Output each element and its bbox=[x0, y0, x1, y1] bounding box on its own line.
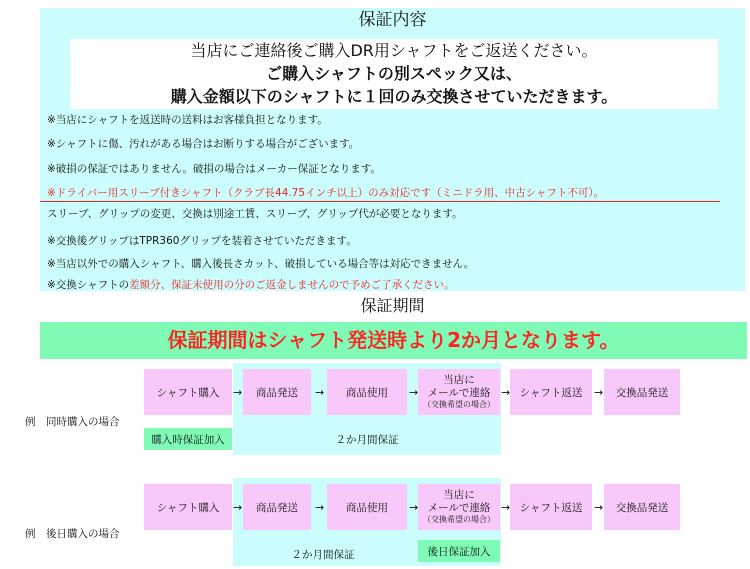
example2-arrow-3: → bbox=[409, 501, 419, 514]
example1-contact-line2: メールで連絡 bbox=[427, 387, 491, 399]
example1-label: 例 同時購入の場合 bbox=[25, 416, 120, 428]
note-no-refund-red: 差額分、保証未使用の分のご返金しませんので予めご了承ください。 bbox=[129, 279, 455, 291]
example1-arrow-2: → bbox=[315, 386, 325, 399]
example2-step-buy: シャフト購入 bbox=[144, 484, 232, 530]
note-no-refund bbox=[47, 278, 455, 292]
note-scratches: ※シャフトに傷、汚れがある場合はお断りする場合がございます。 bbox=[47, 138, 360, 150]
example1-contact-line3: （交換希望の場合） bbox=[423, 400, 495, 409]
example1-step-exchange: 交換品発送 bbox=[604, 369, 680, 415]
note-driver-only: ※ドライバー用スリーブ付きシャフト（クラブ長44.75インチ以上）のみ対応です（ミニドラ用、中古シャフト不可）。 bbox=[47, 187, 605, 199]
example1-step-contact bbox=[418, 369, 500, 415]
note-no-refund-prefix: ※交換シャフトの bbox=[47, 279, 130, 291]
headline-line-1: 当店にご連絡後ご購入DR用シャフトをご返送ください。 bbox=[190, 41, 598, 60]
example2-arrow-2: → bbox=[315, 501, 325, 514]
example2-contact-line2: メールで連絡 bbox=[427, 502, 491, 514]
example2-arrow-4: → bbox=[501, 501, 511, 514]
example2-arrow-1: → bbox=[233, 501, 243, 514]
example1-step-use: 商品使用 bbox=[327, 369, 407, 415]
example1-step-return: シャフト返送 bbox=[510, 369, 592, 415]
note-grip-tpr360: ※交換後グリップはTPR360グリップを装着させていただきます。 bbox=[47, 235, 357, 247]
example1-arrow-3: → bbox=[409, 386, 419, 399]
example1-arrow-4: → bbox=[501, 386, 511, 399]
note-damage: ※破損の保証ではありません。破損の場合はメーカー保証となります。 bbox=[47, 163, 381, 175]
example2-step-ship: 商品発送 bbox=[243, 484, 311, 530]
example2-step-exchange: 交換品発送 bbox=[604, 484, 680, 530]
red-underline bbox=[40, 201, 720, 202]
example2-two-months: ２か月間保証 bbox=[291, 549, 355, 561]
note-not-supported: ※当店以外での購入シャフト、購入後長さカット、破損している場合等は対応できません。 bbox=[47, 258, 475, 270]
headline-line-2: ご購入シャフトの別スペック又は、 bbox=[266, 64, 522, 83]
warranty-period-banner: 保証期間はシャフト発送時より2か月となります。 bbox=[40, 322, 747, 359]
example2-step-contact bbox=[418, 484, 500, 530]
example1-two-months: ２か月間保証 bbox=[335, 434, 399, 446]
example1-arrow-5: → bbox=[594, 386, 604, 399]
warranty-contents-title: 保証内容 bbox=[358, 10, 427, 30]
example2-step-use: 商品使用 bbox=[327, 484, 407, 530]
note-shipping-cost: ※当店にシャフトを返送時の送料はお客様負担となります。 bbox=[47, 114, 328, 126]
example2-arrow-5: → bbox=[594, 501, 604, 514]
example1-contact-line1: 当店に bbox=[443, 374, 475, 386]
example1-step-ship: 商品発送 bbox=[243, 369, 311, 415]
headline-line-3: 購入金額以下のシャフトに１回のみ交換させていただきます。 bbox=[170, 87, 618, 106]
example2-label: 例 後日購入の場合 bbox=[25, 528, 120, 540]
note-sleeve-grip: スリーブ、グリップの変更、交換は別途工賃、スリーブ、グリップ代が必要となります。 bbox=[47, 208, 463, 220]
example2-step-return: シャフト返送 bbox=[510, 484, 592, 530]
example2-contact-line3: （交換希望の場合） bbox=[423, 515, 495, 524]
example1-badge-simultaneous: 購入時保証加入 bbox=[144, 428, 232, 450]
example1-step-buy: シャフト購入 bbox=[144, 369, 232, 415]
example2-contact-line1: 当店に bbox=[443, 489, 475, 501]
example2-badge-later: 後日保証加入 bbox=[418, 540, 500, 562]
warranty-period-title: 保証期間 bbox=[360, 296, 425, 315]
example1-arrow-1: → bbox=[233, 386, 243, 399]
